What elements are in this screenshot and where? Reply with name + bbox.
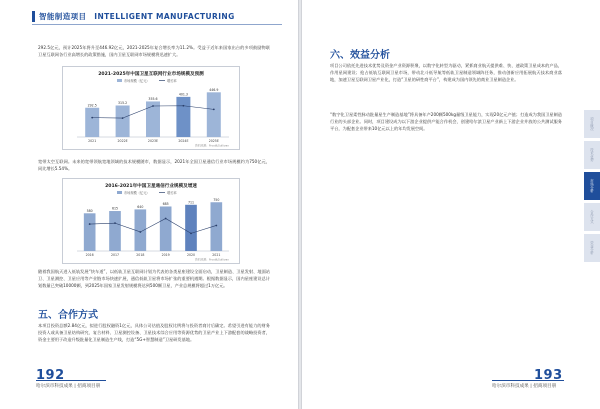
section-title-cooperation: 五、合作方式 xyxy=(38,310,98,321)
growth-rate-point xyxy=(190,232,192,234)
chart-bar xyxy=(85,108,99,137)
x-tick-label: 2023E xyxy=(147,139,159,143)
bar-value-label: 685 xyxy=(162,201,169,206)
chart-title: 2021-2025年中国卫星互联网行业市场规模及预测 xyxy=(98,72,204,77)
page-number-right: 193 xyxy=(534,368,563,383)
chart-satellite-internet-svg xyxy=(63,67,239,149)
growth-rate-point xyxy=(122,117,124,119)
legend-label-line: 增长率 xyxy=(167,78,177,83)
bar-value-label: 640 xyxy=(137,204,144,209)
growth-rate-point xyxy=(89,223,91,225)
bar-value-label: 580 xyxy=(86,208,93,213)
growth-rate-point xyxy=(91,117,93,119)
chart-bar xyxy=(176,97,190,137)
side-tabs xyxy=(584,110,600,265)
growth-rate-point xyxy=(114,222,116,224)
paragraph-benefit-1: 项目公司依托先进技术优势及资金产业资源积聚，以数字化转型为驱动，紧抓商业航天提供难、快、速政策卫星成本的产品，作用星网建设；抢占低轨互联网卫星市场，带动北斗低导航等低轨卫星制造领域阵任务，推动创新应用拓展航天技术商业落地，加速卫星互联网卫星产业化，打造“卫星的研性商平台”，构建成为国内领先的商业卫星制造企业。 xyxy=(330,63,562,82)
side-tab-0[interactable] xyxy=(584,110,600,138)
x-tick-label: 2021 xyxy=(88,139,97,143)
growth-rate-point xyxy=(165,218,167,220)
side-tab-3[interactable] xyxy=(584,203,600,231)
bar-value-label: 711 xyxy=(187,200,195,205)
side-tab-1[interactable] xyxy=(584,141,600,169)
growth-rate-point xyxy=(215,225,217,227)
x-tick-label: 2020 xyxy=(186,253,196,257)
chart-bar xyxy=(207,92,221,137)
chart-bar xyxy=(135,209,147,251)
legend-label-line: 增长率 xyxy=(167,190,177,195)
side-tab-label: 市场分析 xyxy=(589,179,594,193)
growth-rate-point xyxy=(183,105,185,107)
chart-title: 2016-2021年中国卫星通信行业规模及增速 xyxy=(105,184,197,189)
bar-value-label: 292.5 xyxy=(87,103,97,108)
legend-label-bar: 市场规模（亿元） xyxy=(124,78,150,83)
page-header xyxy=(32,10,235,23)
paragraph-broadband: 宽带太空互联网。未来的宽带领航宽地领域的技术规模随市，数据显示，2021年全国卫星通信行业市场规模约为750亿元，同比增长5.54%。 xyxy=(38,159,270,171)
chart-source: 资料来源：Frost&Sullivan xyxy=(195,257,229,262)
page-number-left: 192 xyxy=(36,368,65,383)
chart-bar xyxy=(185,205,197,251)
section-title-benefit: 六、效益分析 xyxy=(330,50,390,61)
side-tab-label: 效益分析 xyxy=(589,241,594,255)
paragraph-cooperation: 本项目投资总额2.84亿元，拟进行股权融资1亿元，具体公司估值及股权比例将与投资者商讨后确定。希望引进有能力的财务投资人或具备卫星结构研究、复合材料、卫星测控设备、卫星技术综合应用等资源优势的卫星产业上下游配套的战略投资者，资金主要用于改造升级批量化卫星制造生产线，打造“5G+智慧制造”卫星研发基地。 xyxy=(38,323,270,342)
paragraph-market-scale: 292.5亿元，预计2025年将升至446.92亿元，2021-2025年复合增长率为11.2%。受益于近年来国家出台的多项鼓励物联卫星互联网各行业高增长的政策措施，国内卫星互联网市场规模将迅速扩大。 xyxy=(38,45,270,57)
x-tick-label: 2018 xyxy=(136,253,145,257)
side-tab-label: 合作方式 xyxy=(589,210,594,224)
legend-label-bar: 市场规模（亿元） xyxy=(124,190,150,195)
growth-rate-line xyxy=(90,219,217,234)
paragraph-low-orbit: 随着我国航天进入低轨发展“快车道”，以低轨卫星互联网计划为代表的各类星座建设全面启动，卫星制造、卫星发射、地面站卫、卫星测控、卫星应用等产业链市场快速扩展，通信低轨卫星将市场扩张的重要机遇期。根据数据显示，国内星座建设总计划数量已突破10000颗，到2025年国家卫星发射规模将达到500颗卫星，产业总规模将超过1万亿元。 xyxy=(38,269,270,288)
chart-bar xyxy=(84,213,96,251)
chart-satellite-internet xyxy=(62,66,240,150)
side-tab-label: 技术优势 xyxy=(589,148,594,162)
side-tab-label: 项目概况 xyxy=(589,117,594,131)
x-tick-label: 2025E xyxy=(208,139,219,143)
footer-rule-left xyxy=(36,380,106,381)
legend-swatch-bar xyxy=(117,191,122,194)
bar-value-label: 355.6 xyxy=(148,96,158,101)
footer-rule-right xyxy=(492,380,564,381)
header-rule xyxy=(32,24,282,25)
bar-value-label: 315.2 xyxy=(118,100,128,105)
paragraph-benefit-2: “数字化卫星柔性脉动批量星生产制造基地”将具备年产200颗500kg量级卫星能力，实现20亿元产值；打造成为我国卫星制造行业的头部企业。同时，项目建设成为以下游企业提供产能合作机会，创建哈尔滨卫星产业新上下游企业并放的公共测试服务平台，为配套企业带来10亿元以上的年均发展空间。 xyxy=(330,112,562,131)
right-page xyxy=(300,0,600,409)
footer-text-right: 哈尔滨市科技成果 | 招商项目册 xyxy=(492,384,557,389)
growth-rate-point xyxy=(152,105,154,107)
footer-text-left: 哈尔滨市科技成果 | 招商项目册 xyxy=(36,384,101,389)
x-tick-label: 2019 xyxy=(161,253,170,257)
header-accent xyxy=(32,11,35,22)
header-title: 智能制造项目 INTELLIGENT MANUFACTURING xyxy=(39,12,235,21)
chart-bar xyxy=(160,206,172,251)
side-tab-4[interactable] xyxy=(584,234,600,262)
legend-swatch-bar xyxy=(117,79,122,82)
growth-rate-point xyxy=(213,108,215,110)
chart-source: 资料来源：Frost&Sullivan xyxy=(195,143,229,148)
chart-satellite-communication xyxy=(62,178,240,264)
bar-value-label: 446.9 xyxy=(209,87,219,92)
x-tick-label: 2021 xyxy=(212,253,221,257)
growth-rate-point xyxy=(139,231,141,233)
chart-bar xyxy=(109,211,121,251)
book-spine xyxy=(298,0,302,409)
x-tick-label: 2017 xyxy=(110,253,120,257)
x-tick-label: 2022E xyxy=(117,139,128,143)
chart-satellite-communication-svg xyxy=(63,179,239,263)
bar-value-label: 401.3 xyxy=(178,92,188,97)
x-tick-label: 2016 xyxy=(85,253,94,257)
side-tab-2[interactable] xyxy=(584,172,600,200)
bar-value-label: 615 xyxy=(111,206,119,211)
x-tick-label: 2024E xyxy=(178,139,189,143)
bar-value-label: 750 xyxy=(213,197,220,202)
chart-bar xyxy=(116,105,130,137)
